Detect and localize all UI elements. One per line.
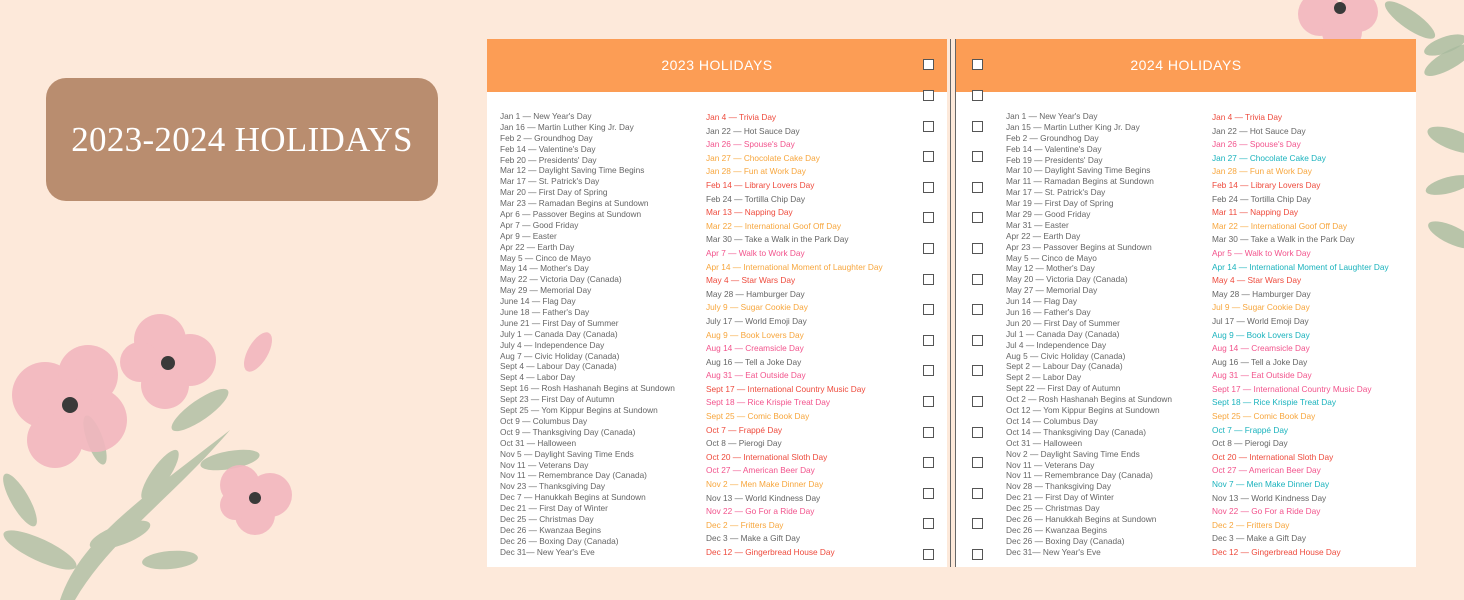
- holiday-item: June 21 — First Day of Summer: [500, 317, 619, 328]
- fun-holiday-item: Feb 14 — Library Lovers Day: [706, 179, 815, 190]
- fun-holiday-item: Jan 22 — Hot Sauce Day: [1212, 125, 1306, 136]
- fun-holiday-item: July 9 — Sugar Cookie Day: [706, 302, 808, 313]
- fun-holiday-item: Jan 4 — Trivia Day: [706, 112, 777, 122]
- checkbox[interactable]: [923, 518, 934, 529]
- holiday-item: Jul 1 — Canada Day (Canada): [1006, 328, 1120, 339]
- checkbox[interactable]: [923, 549, 934, 560]
- holiday-item: Apr 7 — Good Friday: [500, 219, 579, 230]
- panel-title: 2024 HOLIDAYS: [1130, 57, 1242, 73]
- holiday-item: Sept 2 — Labour Day (Canada): [1006, 361, 1123, 372]
- fun-holiday-item: Nov 13 — World Kindness Day: [1212, 492, 1327, 503]
- holiday-item: Oct 2 — Rosh Hashanah Begins at Sundown: [1006, 394, 1173, 405]
- fun-holiday-item: Sept 18 — Rice Krispie Treat Day: [1212, 397, 1337, 408]
- holiday-item: Apr 23 — Passover Begins at Sundown: [1006, 241, 1152, 252]
- holiday-item: Feb 2 — Groundhog Day: [1006, 132, 1099, 143]
- holiday-item: Jan 15 — Martin Luther King Jr. Day: [1006, 121, 1140, 132]
- holiday-item: May 27 — Memorial Day: [1006, 285, 1098, 296]
- checkbox[interactable]: [923, 182, 934, 193]
- holiday-item: Jan 1 — New Year's Day: [500, 111, 592, 121]
- checkbox[interactable]: [923, 457, 934, 468]
- fun-holiday-item: Aug 9 — Book Lovers Day: [1212, 329, 1310, 340]
- holiday-item: Dec 31— New Year's Eve: [500, 546, 595, 557]
- holiday-item: Oct 31 — Halloween: [500, 437, 577, 448]
- checkbox[interactable]: [923, 274, 934, 285]
- checkbox[interactable]: [923, 335, 934, 346]
- title-card: [46, 78, 438, 201]
- holiday-item: Nov 11 — Veterans Day: [500, 459, 589, 470]
- fun-holiday-item: Mar 13 — Napping Day: [706, 207, 793, 218]
- checkbox[interactable]: [972, 59, 983, 70]
- holiday-item: Apr 9 — Easter: [500, 230, 557, 241]
- fun-holiday-item: Dec 3 — Make a Gift Day: [706, 533, 801, 544]
- panel-title: 2023 HOLIDAYS: [661, 57, 773, 73]
- fun-holiday-item: Apr 14 — International Moment of Laughter Day: [706, 261, 883, 272]
- checkbox[interactable]: [923, 243, 934, 254]
- holiday-item: Mar 20 — First Day of Spring: [500, 187, 608, 198]
- holiday-item: Sept 4 — Labor Day: [500, 372, 576, 383]
- fun-holiday-item: May 4 — Star Wars Day: [706, 275, 796, 286]
- fun-holiday-item: Mar 22 — International Goof Off Day: [1212, 220, 1347, 231]
- holiday-item: Dec 26 — Hanukkah Begins at Sundown: [1006, 513, 1157, 524]
- holiday-item: Nov 11 — Remembrance Day (Canada): [1006, 470, 1153, 481]
- holiday-item: Sept 25 — Yom Kippur Begins at Sundown: [500, 405, 658, 416]
- holiday-item: Dec 25 — Christmas Day: [500, 513, 594, 524]
- panel-header: [956, 39, 1416, 92]
- checkbox[interactable]: [923, 59, 934, 70]
- fun-holiday-item: Aug 31 — Eat Outside Day: [1212, 370, 1312, 381]
- fun-holiday-item: Jan 22 — Hot Sauce Day: [706, 125, 800, 136]
- checkbox[interactable]: [972, 365, 983, 376]
- holiday-item: Oct 14 — Thanksgiving Day (Canada): [1006, 426, 1147, 437]
- checkbox[interactable]: [972, 549, 983, 560]
- fun-holiday-item: Nov 22 — Go For a Ride Day: [1212, 506, 1321, 517]
- leaf-decoration-right: [1414, 40, 1464, 260]
- checkbox[interactable]: [972, 518, 983, 529]
- holiday-item: Dec 26 — Boxing Day (Canada): [500, 535, 619, 546]
- checkbox[interactable]: [923, 151, 934, 162]
- fun-holiday-item: May 28 — Hamburger Day: [706, 288, 805, 299]
- fun-holiday-item: Nov 13 — World Kindness Day: [706, 492, 821, 503]
- panel-2023: [487, 39, 947, 567]
- fun-holiday-item: Apr 14 — International Moment of Laughter Day: [1212, 261, 1389, 272]
- holiday-item: Apr 22 — Earth Day: [1006, 230, 1081, 241]
- holiday-item: Sept 2 — Labor Day: [1006, 372, 1082, 383]
- checkbox[interactable]: [923, 488, 934, 499]
- fun-holiday-item: Nov 22 — Go For a Ride Day: [706, 506, 815, 517]
- fun-holiday-item: Feb 24 — Tortilla Chip Day: [1212, 193, 1311, 204]
- federal-holidays-list: [1006, 111, 1172, 558]
- fun-holiday-item: Jan 27 — Chocolate Cake Day: [1212, 152, 1326, 163]
- fun-holiday-item: Dec 12 — Gingerbread House Day: [706, 547, 835, 557]
- checkbox[interactable]: [923, 396, 934, 407]
- panel-header: [487, 39, 947, 92]
- fun-holiday-item: Mar 30 — Take a Walk in the Park Day: [1212, 234, 1355, 245]
- holiday-item: Nov 11 — Veterans Day: [1006, 459, 1095, 470]
- fun-holiday-item: Mar 30 — Take a Walk in the Park Day: [706, 234, 849, 245]
- checkbox[interactable]: [972, 151, 983, 162]
- checkbox[interactable]: [972, 304, 983, 315]
- holiday-item: Feb 14 — Valentine's Day: [1006, 143, 1102, 154]
- checkbox[interactable]: [923, 90, 934, 101]
- checkbox[interactable]: [923, 365, 934, 376]
- page-title: 2023-2024 HOLIDAYS: [71, 119, 413, 159]
- holiday-item: Oct 12 — Yom Kippur Begins at Sundown: [1006, 405, 1160, 416]
- holiday-item: Dec 21 — First Day of Winter: [1006, 492, 1114, 503]
- fun-holiday-item: Sept 18 — Rice Krispie Treat Day: [706, 397, 831, 408]
- holiday-item: Oct 31 — Halloween: [1006, 437, 1083, 448]
- fun-holiday-item: Jan 28 — Fun at Work Day: [706, 166, 806, 177]
- fun-holiday-item: July 17 — World Emoji Day: [706, 315, 807, 326]
- checkbox[interactable]: [923, 212, 934, 223]
- fun-holiday-item: May 4 — Star Wars Day: [1212, 275, 1302, 286]
- fun-holiday-item: Aug 9 — Book Lovers Day: [706, 329, 804, 340]
- checkbox[interactable]: [923, 427, 934, 438]
- holiday-item: May 5 — Cinco de Mayo: [500, 252, 591, 263]
- holiday-item: Mar 31 — Easter: [1006, 219, 1069, 230]
- checkbox[interactable]: [972, 121, 983, 132]
- holiday-item: Sept 23 — First Day of Autumn: [500, 394, 615, 405]
- holiday-item: Jan 16 — Martin Luther King Jr. Day: [500, 121, 634, 132]
- holiday-item: Jun 16 — Father's Day: [1006, 307, 1091, 318]
- fun-holiday-item: Oct 27 — American Beer Day: [1212, 465, 1321, 476]
- checkbox[interactable]: [972, 90, 983, 101]
- fun-holidays-list: [706, 111, 883, 560]
- fun-holiday-item: Nov 2 — Men Make Dinner Day: [706, 479, 824, 490]
- fun-holiday-item: Dec 2 — Fritters Day: [1212, 519, 1290, 530]
- fun-holiday-item: Dec 2 — Fritters Day: [706, 519, 784, 530]
- fun-holiday-item: Aug 16 — Tell a Joke Day: [1212, 356, 1308, 367]
- holiday-item: Jan 1 — New Year's Day: [1006, 111, 1098, 121]
- holiday-item: Aug 5 — Civic Holiday (Canada): [1006, 350, 1126, 361]
- holiday-item: Feb 20 — Presidents' Day: [500, 154, 597, 165]
- fun-holiday-item: Mar 11 — Napping Day: [1212, 207, 1299, 218]
- holiday-item: Dec 26 — Boxing Day (Canada): [1006, 535, 1125, 546]
- holiday-item: Nov 28 — Thanksgiving Day: [1006, 481, 1111, 492]
- fun-holiday-item: Jan 4 — Trivia Day: [1212, 112, 1283, 122]
- fun-holiday-item: Jul 17 — World Emoji Day: [1212, 315, 1309, 326]
- holiday-item: May 5 — Cinco de Mayo: [1006, 252, 1097, 263]
- floral-decoration-left: [0, 300, 310, 600]
- holiday-item: Mar 17 — St. Patrick's Day: [500, 176, 600, 187]
- checkbox[interactable]: [923, 121, 934, 132]
- holiday-item: Sept 22 — First Day of Autumn: [1006, 383, 1121, 394]
- holiday-item: Sept 16 — Rosh Hashanah Begins at Sundown: [500, 383, 675, 394]
- fun-holiday-item: Oct 7 — Frappé Day: [706, 424, 783, 435]
- fun-holiday-item: Jan 27 — Chocolate Cake Day: [706, 152, 820, 163]
- holiday-item: Nov 5 — Daylight Saving Time Ends: [500, 448, 634, 459]
- checkbox[interactable]: [972, 335, 983, 346]
- holiday-item: Nov 23 — Thanksgiving Day: [500, 481, 605, 492]
- holiday-item: Aug 7 — Civic Holiday (Canada): [500, 350, 620, 361]
- fun-holiday-item: Dec 3 — Make a Gift Day: [1212, 533, 1307, 544]
- holiday-item: Apr 6 — Passover Begins at Sundown: [500, 209, 642, 220]
- holiday-item: Jun 14 — Flag Day: [1006, 296, 1078, 307]
- fun-holiday-item: Nov 7 — Men Make Dinner Day: [1212, 479, 1330, 490]
- holiday-item: Mar 23 — Ramadan Begins at Sundown: [500, 198, 649, 209]
- fun-holiday-item: Dec 12 — Gingerbread House Day: [1212, 547, 1341, 557]
- fun-holiday-item: Aug 14 — Creamsicle Day: [706, 343, 804, 354]
- fun-holidays-list: [1212, 111, 1389, 560]
- fun-holiday-item: Jan 26 — Spouse's Day: [706, 139, 795, 150]
- fun-holiday-item: Oct 27 — American Beer Day: [706, 465, 815, 476]
- fun-holiday-item: Sept 17 — International Country Music Day: [1212, 383, 1372, 394]
- holiday-item: Oct 14 — Columbus Day: [1006, 415, 1098, 426]
- fun-holiday-item: Apr 7 — Walk to Work Day: [706, 247, 805, 258]
- holiday-item: June 18 — Father's Day: [500, 307, 590, 318]
- holiday-item: Feb 19 — Presidents' Day: [1006, 154, 1103, 165]
- fun-holiday-item: Aug 16 — Tell a Joke Day: [706, 356, 802, 367]
- panel-divider: [950, 39, 951, 567]
- checkbox[interactable]: [972, 427, 983, 438]
- checkbox[interactable]: [972, 182, 983, 193]
- holiday-item: May 12 — Mother's Day: [1006, 263, 1095, 274]
- checkbox[interactable]: [972, 396, 983, 407]
- checkbox[interactable]: [972, 243, 983, 254]
- fun-holiday-item: Oct 20 — International Sloth Day: [706, 451, 828, 462]
- holiday-item: Dec 7 — Hanukkah Begins at Sundown: [500, 492, 646, 503]
- holiday-item: June 14 — Flag Day: [500, 296, 576, 307]
- checkbox[interactable]: [972, 274, 983, 285]
- holiday-item: Dec 25 — Christmas Day: [1006, 503, 1100, 514]
- checkbox[interactable]: [972, 212, 983, 223]
- holiday-item: Feb 2 — Groundhog Day: [500, 132, 593, 143]
- holiday-item: Dec 31— New Year's Eve: [1006, 546, 1101, 557]
- holiday-item: July 4 — Independence Day: [500, 339, 605, 350]
- holiday-item: Oct 9 — Columbus Day: [500, 415, 588, 426]
- holiday-item: Jul 4 — Independence Day: [1006, 339, 1107, 350]
- holiday-item: Nov 11 — Remembrance Day (Canada): [500, 470, 647, 481]
- fun-holiday-item: Aug 14 — Creamsicle Day: [1212, 343, 1310, 354]
- fun-holiday-item: Feb 14 — Library Lovers Day: [1212, 179, 1321, 190]
- fun-holiday-item: Sept 25 — Comic Book Day: [706, 411, 810, 422]
- holiday-item: May 14 — Mother's Day: [500, 263, 589, 274]
- holiday-item: Dec 21 — First Day of Winter: [500, 503, 608, 514]
- holiday-item: Sept 4 — Labour Day (Canada): [500, 361, 617, 372]
- holiday-item: Dec 26 — Kwanzaa Begins: [500, 524, 602, 535]
- checkbox[interactable]: [923, 304, 934, 315]
- holiday-item: Dec 26 — Kwanzaa Begins: [1006, 524, 1108, 535]
- fun-holiday-item: Jan 28 — Fun at Work Day: [1212, 166, 1312, 177]
- holiday-item: May 20 — Victoria Day (Canada): [1006, 274, 1128, 285]
- fun-holiday-item: Oct 20 — International Sloth Day: [1212, 451, 1334, 462]
- fun-holiday-item: Sept 25 — Comic Book Day: [1212, 411, 1316, 422]
- holiday-item: July 1 — Canada Day (Canada): [500, 328, 618, 339]
- fun-holiday-item: Aug 31 — Eat Outside Day: [706, 370, 806, 381]
- fun-holiday-item: Oct 8 — Pierogi Day: [1212, 438, 1288, 449]
- panel-2024: [956, 39, 1416, 567]
- fun-holiday-item: Jul 9 — Sugar Cookie Day: [1212, 302, 1310, 313]
- holiday-item: Mar 11 — Ramadan Begins at Sundown: [1006, 176, 1154, 187]
- fun-holiday-item: Oct 8 — Pierogi Day: [706, 438, 782, 449]
- fun-holiday-item: Mar 22 — International Goof Off Day: [706, 220, 841, 231]
- holiday-item: Mar 12 — Daylight Saving Time Begins: [500, 165, 645, 176]
- fun-holiday-item: Jan 26 — Spouse's Day: [1212, 139, 1301, 150]
- fun-holiday-item: May 28 — Hamburger Day: [1212, 288, 1311, 299]
- checkbox[interactable]: [972, 457, 983, 468]
- holiday-item: Mar 19 — First Day of Spring: [1006, 198, 1114, 209]
- fun-holiday-item: Sept 17 — International Country Music Day: [706, 383, 866, 394]
- holiday-item: Mar 17 — St. Patrick's Day: [1006, 187, 1106, 198]
- fun-holiday-item: Oct 7 — Frappé Day: [1212, 424, 1289, 435]
- holiday-item: Mar 10 — Daylight Saving Time Begins: [1006, 165, 1151, 176]
- federal-holidays-list: [500, 111, 675, 558]
- holiday-item: May 29 — Memorial Day: [500, 285, 592, 296]
- holiday-item: Mar 29 — Good Friday: [1006, 209, 1091, 220]
- holiday-item: May 22 — Victoria Day (Canada): [500, 274, 622, 285]
- checkbox[interactable]: [972, 488, 983, 499]
- holiday-item: Apr 22 — Earth Day: [500, 241, 575, 252]
- holiday-item: Feb 14 — Valentine's Day: [500, 143, 596, 154]
- fun-holiday-item: Apr 5 — Walk to Work Day: [1212, 247, 1311, 258]
- fun-holiday-item: Feb 24 — Tortilla Chip Day: [706, 193, 805, 204]
- holiday-item: Jun 20 — First Day of Summer: [1006, 317, 1120, 328]
- holiday-item: Nov 2 — Daylight Saving Time Ends: [1006, 448, 1140, 459]
- holiday-item: Oct 9 — Thanksgiving Day (Canada): [500, 426, 636, 437]
